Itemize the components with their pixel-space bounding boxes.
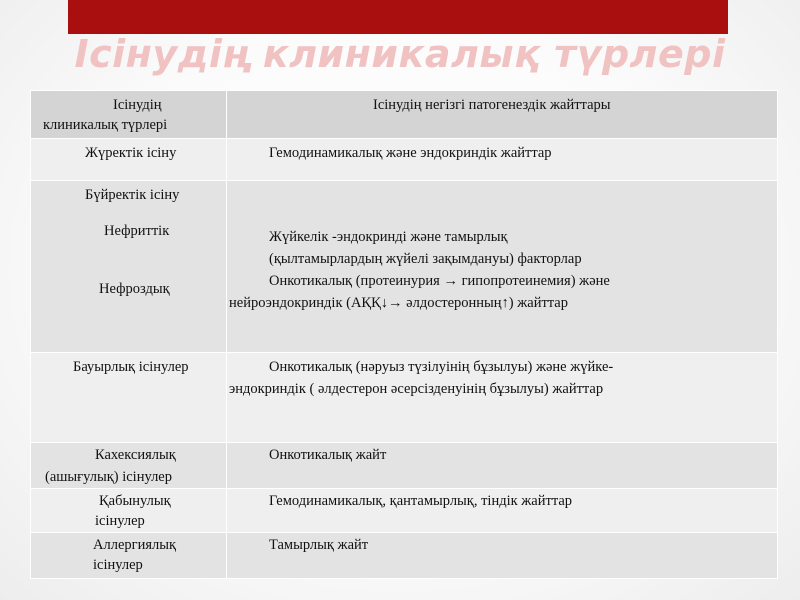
cause-cell — [227, 181, 778, 353]
type-inflammatory-line-1: Қабынулық — [99, 493, 171, 509]
cause-hepatic-line-2: эндокриндік ( әлдестерон әсерсізденуінің бұзылуы) жайттар — [229, 381, 604, 397]
type-cachectic-line-1: Кахексиялық — [95, 447, 176, 463]
header-types-line-2: клиникалық түрлері — [43, 117, 168, 133]
type-allergic-line-2: ісінулер — [93, 557, 143, 573]
cause-renal-line-1: Жүйкелік -эндокринді және тамырлық — [269, 229, 508, 245]
table-row — [31, 443, 778, 489]
type-cardiac: Жүректік ісіну — [85, 145, 177, 161]
type-cell — [31, 533, 227, 579]
table-row — [31, 533, 778, 579]
cause-cell — [227, 139, 778, 181]
header-cell-causes — [227, 91, 778, 139]
type-nephritic: Нефриттік — [104, 223, 170, 239]
type-nephrotic: Нефроздық — [99, 281, 170, 297]
cause-renal-line-2: (қылтамырлардың жүйелі зақымдануы) факторлар — [269, 251, 582, 267]
header-causes-text: Ісінудің негізгі патогенездік жайттары — [373, 97, 611, 113]
cause-hepatic-line-1: Онкотикалық (нәруыз түзілуінің бұзылуы) және жүйке- — [269, 359, 614, 375]
cause-allergic: Тамырлық жайт — [269, 537, 369, 553]
type-cell — [31, 489, 227, 533]
type-allergic-line-1: Аллергиялық — [93, 537, 177, 553]
cause-cell — [227, 489, 778, 533]
table-row — [31, 489, 778, 533]
table-row — [31, 139, 778, 181]
cause-cell — [227, 443, 778, 489]
type-cell — [31, 353, 227, 443]
cause-cell — [227, 353, 778, 443]
type-cell — [31, 443, 227, 489]
cause-inflammatory: Гемодинамикалық, қантамырлық, тіндік жайттар — [269, 493, 573, 509]
type-cell — [31, 181, 227, 353]
type-inflammatory-line-2: ісінулер — [95, 513, 145, 529]
table-header-row — [31, 91, 778, 139]
cause-cachectic: Онкотикалық жайт — [269, 447, 387, 463]
type-hepatic: Бауырлық ісінулер — [73, 359, 189, 375]
cause-cell — [227, 533, 778, 579]
header-types-line-1: Ісінудің — [113, 97, 162, 113]
type-renal: Бүйректік ісіну — [85, 187, 180, 203]
cause-renal-line-4: нейроэндокриндік (АҚҚ↓→ әлдостеронның↑) жайттар — [229, 295, 568, 311]
table-row — [31, 181, 778, 353]
type-cachectic-line-2: (ашығулық) ісінулер — [45, 469, 172, 485]
slide-title: Ісінудің клиникалық түрлері — [74, 32, 726, 76]
top-accent-bar — [68, 0, 728, 34]
table-row — [31, 353, 778, 443]
cause-renal-line-3: Онкотикалық (протеинурия → гипопротеинемия) және — [269, 273, 610, 289]
edema-types-table — [30, 90, 778, 579]
header-cell-types — [31, 91, 227, 139]
cause-cardiac: Гемодинамикалық және эндокриндік жайттар — [269, 145, 552, 161]
type-cell — [31, 139, 227, 181]
